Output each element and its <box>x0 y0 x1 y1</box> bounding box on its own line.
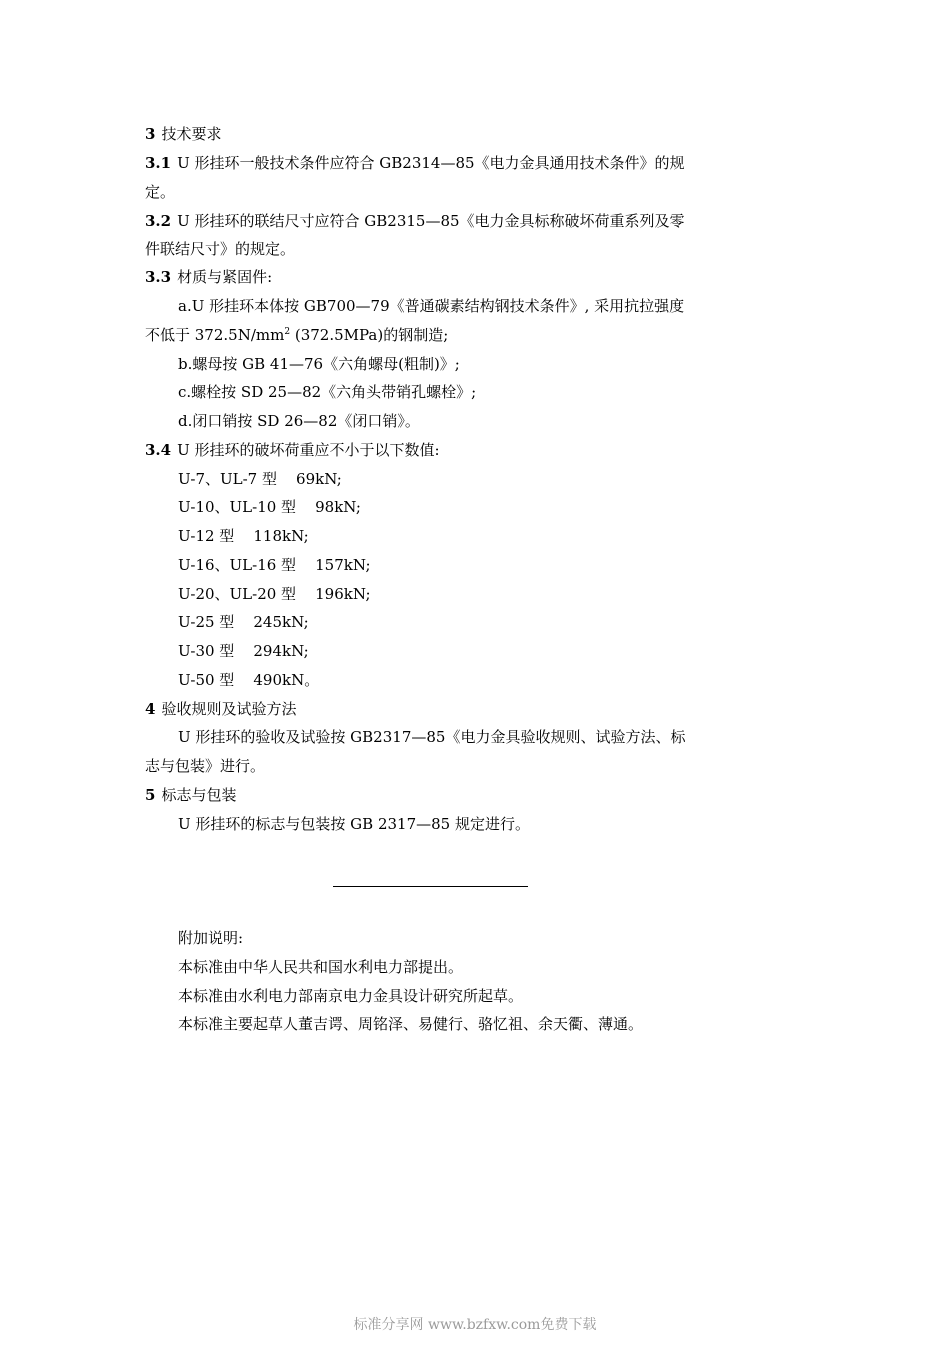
load-item: U-50 型 490kN。 <box>178 671 320 689</box>
clause-3-3-d: d.闭口销按 SD 26—82《闭口销》。 <box>178 412 420 430</box>
note-line: 本标准主要起草人董吉谔、周铭泽、易健行、骆忆祖、余天衢、薄通。 <box>178 1015 644 1033</box>
note-line: 本标准由水利电力部南京电力金具设计研究所起草。 <box>178 987 524 1005</box>
section-5-heading <box>145 785 725 805</box>
section-title: 验收规则及试验方法 <box>161 700 297 718</box>
clause-text: U 形挂环的联结尺寸应符合 GB2315—85《电力金具标称破坏荷重系列及零 <box>177 212 685 230</box>
section-number: 3 <box>145 125 156 143</box>
section-title: 技术要求 <box>161 125 222 143</box>
clause-number: 3.2 <box>145 212 172 230</box>
text-part: 不低于 372.5N/mm <box>145 326 285 344</box>
load-item: U-25 型 245kN; <box>178 613 309 631</box>
clause-3-3 <box>145 267 725 287</box>
notes-title: 附加说明: <box>178 929 244 947</box>
clause-3-3-a: a.U 形挂环本体按 GB700—79《普通碳素结构钢技术条件》, 采用抗拉强度 <box>178 297 685 315</box>
clause-3-1-cont: 定。 <box>145 183 176 201</box>
clause-3-3-a-cont <box>145 325 725 345</box>
load-item: U-10、UL-10 型 98kN; <box>178 498 361 516</box>
clause-number: 3.1 <box>145 154 172 172</box>
load-item: U-30 型 294kN; <box>178 642 309 660</box>
clause-title: U 形挂环的破坏荷重应不小于以下数值: <box>177 441 440 459</box>
section-number: 4 <box>145 700 156 718</box>
clause-3-4 <box>145 440 725 460</box>
clause-number: 3.4 <box>145 441 172 459</box>
clause-3-3-c: c.螺栓按 SD 25—82《六角头带销孔螺栓》; <box>178 383 477 401</box>
load-item: U-12 型 118kN; <box>178 527 309 545</box>
clause-title: 材质与紧固件: <box>177 268 273 286</box>
load-item: U-20、UL-20 型 196kN; <box>178 585 371 603</box>
section-number: 5 <box>145 786 156 804</box>
section-5-text: U 形挂环的标志与包装按 GB 2317—85 规定进行。 <box>178 815 530 833</box>
section-4-text-cont: 志与包装》进行。 <box>145 757 266 775</box>
clause-3-3-b: b.螺母按 GB 41—76《六角螺母(粗制)》; <box>178 355 460 373</box>
clause-3-2 <box>145 211 725 231</box>
clause-number: 3.3 <box>145 268 172 286</box>
footer-watermark: 标准分享网 www.bzfxw.com免费下载 <box>353 1317 597 1333</box>
clause-text: U 形挂环一般技术条件应符合 GB2314—85《电力金具通用技术条件》的规 <box>177 154 685 172</box>
section-4-heading <box>145 699 725 719</box>
clause-3-1 <box>145 153 725 173</box>
load-item: U-7、UL-7 型 69kN; <box>178 470 342 488</box>
load-item: U-16、UL-16 型 157kN; <box>178 556 371 574</box>
section-title: 标志与包装 <box>161 786 237 804</box>
separator-rule <box>333 886 528 887</box>
text-part: (372.5MPa)的钢制造; <box>290 326 449 344</box>
section-4-text: U 形挂环的验收及试验按 GB2317—85《电力金具验收规则、试验方法、标 <box>178 728 686 746</box>
note-line: 本标准由中华人民共和国水利电力部提出。 <box>178 958 464 976</box>
clause-3-2-cont: 件联结尺寸》的规定。 <box>145 240 296 258</box>
superscript: 2 <box>284 327 291 337</box>
section-3-heading <box>145 124 725 144</box>
